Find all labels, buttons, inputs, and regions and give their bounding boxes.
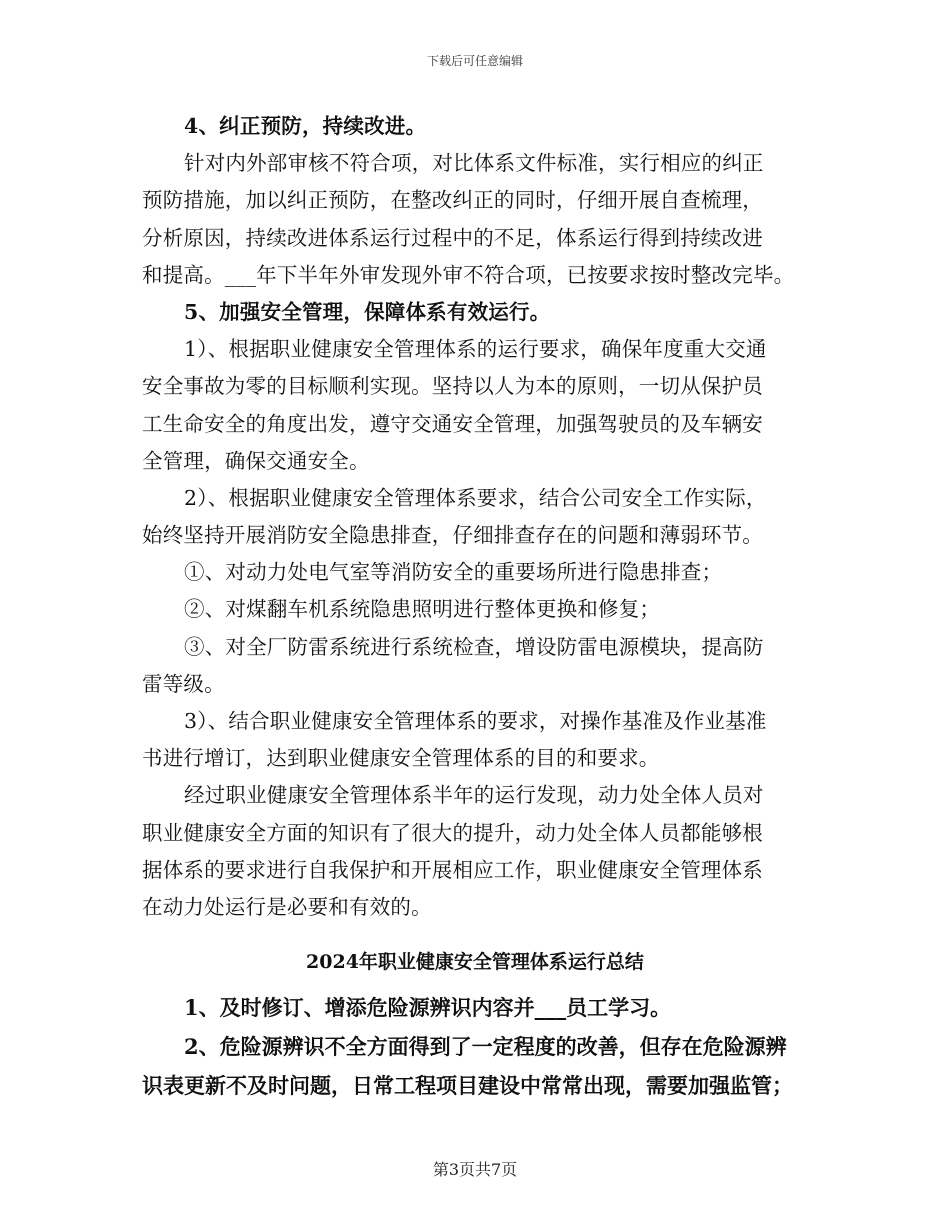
list-item: ②、对煤翻车机系统隐患照明进行整体更换和修复；	[184, 597, 661, 622]
page-header: 下载后可任意编辑	[426, 54, 523, 68]
section-item: 1、及时修订、增添危险源辨识内容并___员工学习。	[184, 995, 672, 1021]
paragraph-line: 2）、根据职业健康安全管理体系要求，结合公司安全工作实际，	[184, 485, 767, 510]
paragraph-line: 3）、结合职业健康安全管理体系的要求，对操作基准及作业基准	[184, 709, 767, 733]
list-item: ①、对动力处电气室等消防安全的重要场所进行隐患排查；	[184, 560, 723, 585]
paragraph-line: 安全事故为零的目标顺利实现。坚持以人为本的原则，一切从保护员	[142, 374, 763, 399]
paragraph-line: 工生命安全的角度出发，遵守交通安全管理，加强驾驶员的及车辆安	[142, 411, 763, 436]
heading-5: 5、加强安全管理，保障体系有效运行。	[184, 299, 551, 324]
paragraph-line: 1）、根据职业健康安全管理体系的运行要求，确保年度重大交通	[184, 337, 767, 362]
page-footer: 第3页共7页	[432, 1160, 518, 1179]
paragraph-line: 分析原因，持续改进体系运行过程中的不足，体系运行得到持续改进	[142, 225, 763, 250]
paragraph-line: 全管理，确保交通安全。	[142, 448, 370, 473]
paragraph-line: 在动力处运行是必要和有效的。	[142, 894, 432, 919]
paragraph-line: 预防措施，加以纠正预防，在整改纠正的同时，仔细开展自查梳理，	[142, 188, 763, 213]
paragraph-line: 书进行增订，达到职业健康安全管理体系的目的和要求。	[142, 746, 660, 771]
paragraph-line: 始终坚持开展消防安全隐患排查，仔细排查存在的问题和薄弱环节。	[142, 523, 763, 548]
section-item: 2、危险源辨识不全方面得到了一定程度的改善，但存在危险源辨	[184, 1034, 787, 1060]
paragraph-line: 经过职业健康安全管理体系半年的运行发现，动力处全体人员对	[184, 783, 764, 808]
heading-4: 4、纠正预防，持续改进。	[184, 114, 427, 138]
paragraph-line: 和提高。___年下半年外审发现外审不符合项，已按要求按时整改完毕。	[142, 262, 795, 287]
document-body	[142, 108, 822, 1105]
paragraph-line: 据体系的要求进行自我保护和开展相应工作，职业健康安全管理体系	[142, 857, 763, 882]
paragraph-line: 针对内外部审核不符合项，对比体系文件标准，实行相应的纠正	[184, 151, 764, 176]
section-item: 识表更新不及时问题，日常工程项目建设中常常出现，需要加强监管；	[142, 1073, 793, 1099]
list-item: ③、对全厂防雷系统进行系统检查，增设防雷电源模块，提高防	[184, 634, 764, 659]
paragraph-line: 雷等级。	[142, 671, 225, 696]
section-title: 2024年职业健康安全管理体系运行总结	[306, 951, 644, 974]
paragraph-line: 职业健康安全方面的知识有了很大的提升，动力处全体人员都能够根	[142, 820, 763, 845]
